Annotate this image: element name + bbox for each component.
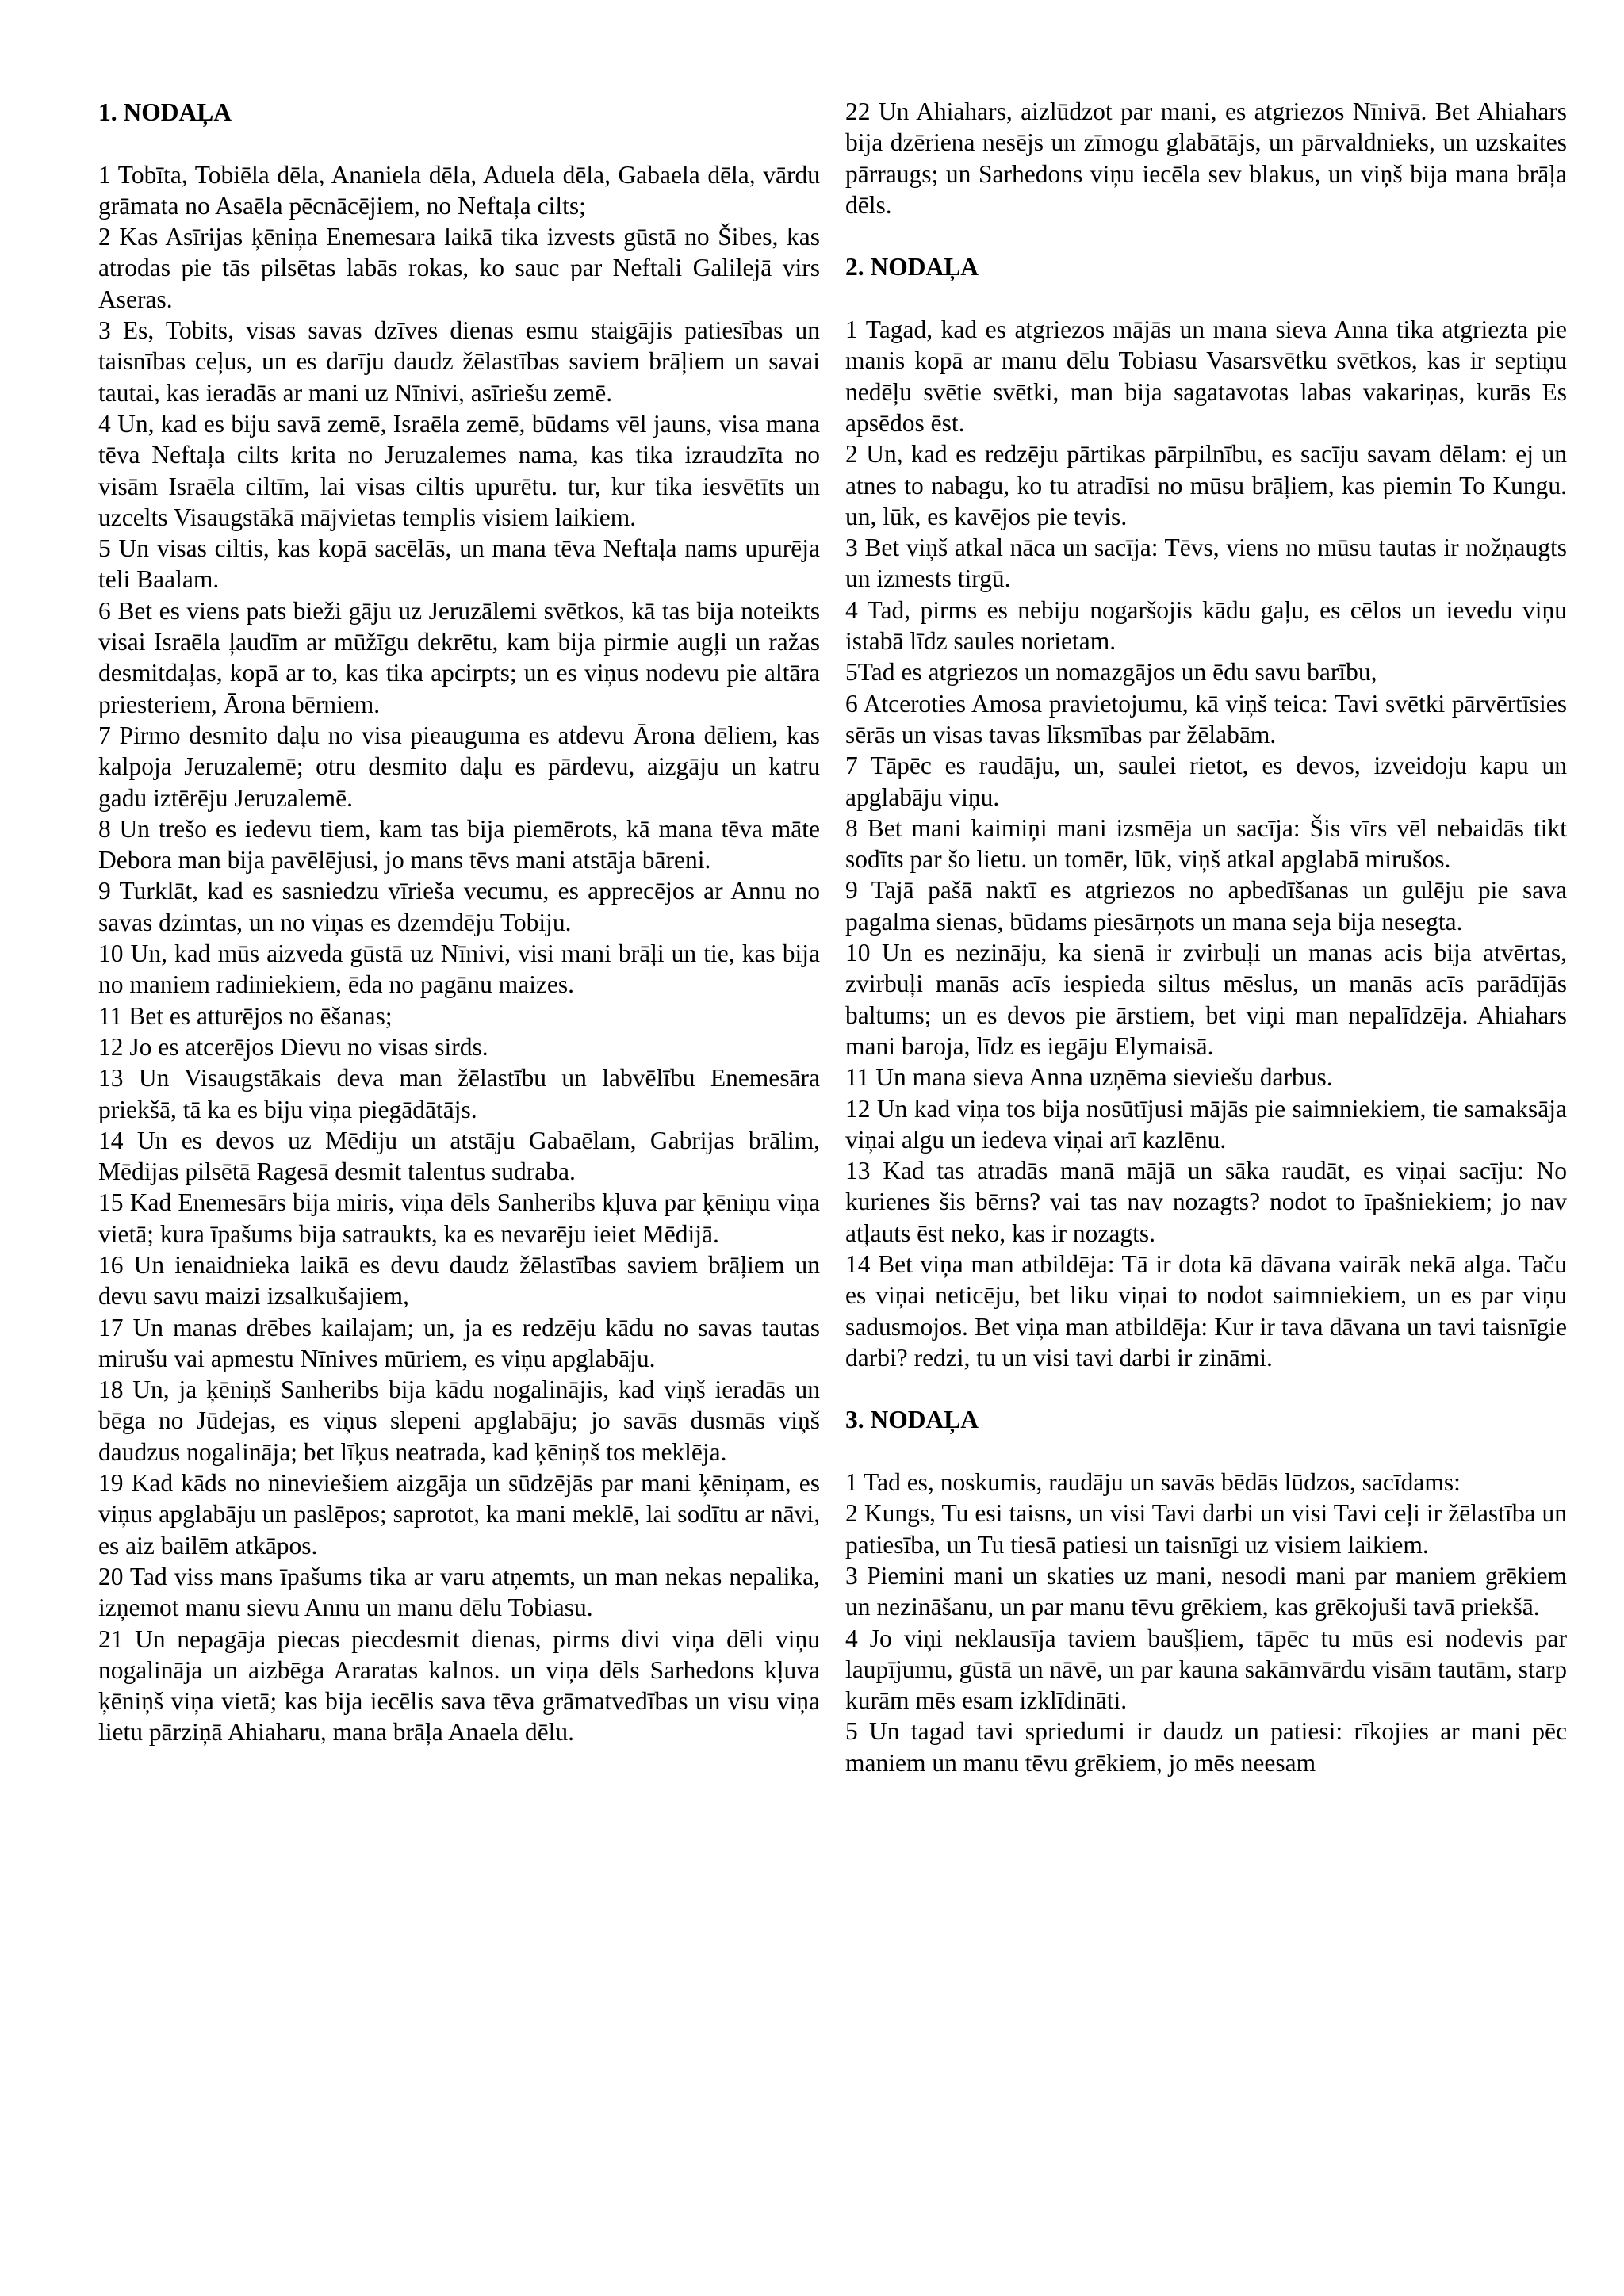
verse-2-5: 5Tad es atgriezos un nomazgājos un ēdu savu barību,	[845, 658, 1377, 687]
verse-2-4: 4 Tad, pirms es nebiju nogaršojis kādu gaļu, es cēlos un ievedu viņu istabā līdz saules norietam.	[845, 595, 1567, 656]
verse-2-14: 14 Bet viņa man atbildēja: Tā ir dota kā dāvana vairāk nekā alga. Taču es viņai neticēju, bet liku viņai to nodot saimniekiem, un es par viņu sadusmojos. Bet viņa man atbildēja: Kur ir tava dāvana un tavi taisnīgie darbi? redzi, tu un visi tavi darbi ir zināmi.	[845, 1249, 1567, 1372]
verse-1-11: 11 Bet es atturējos no ēšanas;	[98, 1001, 393, 1030]
verse-2-2: 2 Un, kad es redzēju pārtikas pārpilnību, es sacīju savam dēlam: ej un atnes to nabagu, ko tu atradīsi no mūsu brāļiem, kas piemin To Kungu. un, lūk, es kavējos pie tevis.	[845, 440, 1567, 530]
verse-2-11: 11 Un mana sieva Anna uzņēma sieviešu darbus.	[845, 1063, 1333, 1092]
verse-1-14: 14 Un es devos uz Mēdiju un atstāju Gabaēlam, Gabrijas brālim, Mēdijas pilsētā Ragesā desmit talentus sudraba.	[98, 1126, 820, 1186]
verse-1-3: 3 Es, Tobits, visas savas dzīves dienas esmu staigājis patiesības un taisnības ceļus, un es darīju daudz žēlastības saviem brāļiem un savai tautai, kas ieradās ar mani uz Nīnivi, asīriešu zemē.	[98, 316, 820, 407]
verse-1-22: 22 Un Ahiahars, aizlūdzot par mani, es atgriezos Nīnivā. Bet Ahiahars bija dzēriena nesējs un zīmogu glabātājs, un pārvaldnieks, un uzskaites pārraugs; un Sarhedons viņu iecēla sev blakus, un viņš bija mana brāļa dēls.	[845, 98, 1567, 219]
verse-2-3: 3 Bet viņš atkal nāca un sacīja: Tēvs, viens no mūsu tautas ir nožņaugts un izmests tirgū.	[845, 534, 1567, 593]
verse-2-7: 7 Tāpēc es raudāju, un, saulei rietot, es devos, izveidoju kapu un apglabāju viņu.	[845, 752, 1567, 811]
verse-1-5: 5 Un visas ciltis, kas kopā sacēlās, un mana tēva Neftaļa nams upurēja teli Baalam.	[98, 534, 820, 594]
chapter-3-heading: 3. NODAĻA	[845, 1406, 979, 1434]
right-column	[845, 96, 1567, 1778]
spacer	[98, 128, 820, 159]
verse-3-5: 5 Un tagad tavi spriedumi ir daudz un patiesi: rīkojies ar mani pēc maniem un manu tēvu grēkiem, jo mēs neesam	[845, 1717, 1567, 1777]
verse-1-13: 13 Un Visaugstākais deva man žēlastību un labvēlību Enemesāra priekšā, tā ka es biju viņa piegādātājs.	[98, 1064, 820, 1123]
spacer	[845, 283, 1567, 314]
verse-1-10: 10 Un, kad mūs aizveda gūstā uz Nīnivi, visi mani brāļi un tie, kas bija no maniem radiniekiem, ēda no pagānu maizes.	[98, 939, 820, 999]
spacer	[845, 220, 1567, 251]
verse-1-15: 15 Kad Enemesārs bija miris, viņa dēls Sanheribs kļuva par ķēniņu viņa vietā; kura īpašums bija satraukts, ka es nevarēju ieiet Mēdijā.	[98, 1188, 820, 1248]
verse-1-12: 12 Jo es atcerējos Dievu no visas sirds.	[98, 1032, 488, 1061]
verse-2-6: 6 Atceroties Amosa pravietojumu, kā viņš teica: Tavi svētki pārvērtīsies sērās un visas tavas līksmības par žēlabām.	[845, 689, 1567, 748]
verse-2-12: 12 Un kad viņa tos bija nosūtījusi mājās pie saimniekiem, tie samaksāja viņai algu un iedeva viņai arī kazlēnu.	[845, 1094, 1567, 1154]
verse-1-16: 16 Un ienaidnieka laikā es devu daudz žēlastības saviem brāļiem un devu savu maizi izsalkušajiem,	[98, 1250, 820, 1311]
verse-3-1: 1 Tad es, noskumis, raudāju un savās bēdās lūdzos, sacīdams:	[845, 1468, 1461, 1497]
verse-2-13: 13 Kad tas atradās manā mājā un sāka raudāt, es viņai sacīju: No kurienes šis bērns? vai tas nav nozagts? nodot to īpašniekiem; jo nav atļauts ēst neko, kas ir nozagts.	[845, 1157, 1567, 1247]
spacer	[845, 1373, 1567, 1404]
verse-2-1: 1 Tagad, kad es atgriezos mājās un mana sieva Anna tika atgriezta pie manis kopā ar manu dēlu Tobiasu Vasarsvētku svētkos, kas ir septiņu nedēļu svētie svētki, man bija sagatavotas labas vakariņas, kurās Es apsēdos ēst.	[845, 316, 1567, 437]
verse-1-19: 19 Kad kāds no nineviešiem aizgāja un sūdzējās par mani ķēniņam, es viņus apglabāju un paslēpos; saprotot, ka mani meklē, lai sodītu ar nāvi, es aiz bailēm atkāpos.	[98, 1469, 820, 1559]
verse-1-4: 4 Un, kad es biju savā zemē, Israēla zemē, būdams vēl jauns, visa mana tēva Neftaļa cilts krita no Jeruzalemes nama, kas tika izraudzīta no visām Israēla ciltīm, lai visas ciltis upurētu. tur, kur tika iesvētīts un uzcelts Visaugstākā mājvietas templis visiem laikiem.	[98, 409, 820, 531]
verse-1-6: 6 Bet es viens pats bieži gāju uz Jeruzālemi svētkos, kā tas bija noteikts visai Israēla ļaudīm ar mūžīgu dekrētu, kam bija pirmie augļi un ražas desmitdaļas, kopā ar to, kas tika apcirpts; un es viņus nodevu pie altāra priesteriem, Ārona bērniem.	[98, 596, 820, 718]
verse-1-8: 8 Un trešo es iedevu tiem, kam tas bija piemērots, kā mana tēva māte Debora man bija pavēlējusi, jo mans tēvs mani atstāja bāreni.	[98, 814, 820, 874]
verse-1-17: 17 Un manas drēbes kailajam; un, ja es redzēju kādu no savas tautas mirušu vai apmestu Nīnives mūriem, es viņu apglabāju.	[98, 1313, 820, 1372]
verse-1-18: 18 Un, ja ķēniņš Sanheribs bija kādu nogalinājis, kad viņš ieradās un bēga no Jūdejas, es viņus slepeni apglabāju; jo savās dusmās viņš daudzus nogalināja; bet līķus neatrada, kad ķēniņš tos meklēja.	[98, 1376, 820, 1466]
verse-3-2: 2 Kungs, Tu esi taisns, un visi Tavi darbi un visi Tavi ceļi ir žēlastība un patiesība, un Tu tiesā patiesi un taisnīgi uz visiem laikiem.	[845, 1499, 1567, 1559]
verse-3-3: 3 Piemini mani un skaties uz mani, nesodi mani par maniem grēkiem un nezināšanu, un par manu tēvu grēkiem, kas grēkojuši tavā priekšā.	[845, 1561, 1567, 1621]
chapter-1-heading: 1. NODAĻA	[98, 98, 232, 126]
verse-1-20: 20 Tad viss mans īpašums tika ar varu atņemts, un man nekas nepalika, izņemot manu sievu Annu un manu dēlu Tobiasu.	[98, 1562, 820, 1622]
chapter-2-heading: 2. NODAĻA	[845, 253, 979, 281]
verse-1-2: 2 Kas Asīrijas ķēniņa Enemesara laikā tika izvests gūstā no Šibes, kas atrodas pie tās pilsētas labās rokas, ko sauc par Neftali Galilejā virs Aseras.	[98, 223, 820, 313]
verse-2-9: 9 Tajā pašā naktī es atgriezos no apbedīšanas un gulēju pie sava pagalma sienas, būdams piesārņots un mana seja bija nesegta.	[845, 876, 1567, 936]
verse-1-9: 9 Turklāt, kad es sasniedzu vīrieša vecumu, es apprecējos ar Annu no savas dzimtas, un no viņas es dzemdēju Tobiju.	[98, 877, 820, 936]
verse-1-7: 7 Pirmo desmito daļu no visa pieauguma es atdevu Ārona dēliem, kas kalpoja Jeruzalemē; otru desmito daļu es pārdevu, aizgāju un katru gadu iztērēju Jeruzalemē.	[98, 721, 820, 812]
verse-1-1: 1 Tobīta, Tobiēla dēla, Ananiela dēla, Aduela dēla, Gabaela dēla, vārdu grāmata no Asaēla pēcnācējiem, no Neftaļa cilts;	[98, 160, 820, 220]
verse-3-4: 4 Jo viņi neklausīja taviem baušļiem, tāpēc tu mūs esi nodevis par laupījumu, gūstā un nāvē, un par kauna sakāmvārdu visām tautām, starp kurām mēs esam izklīdināti.	[845, 1624, 1567, 1715]
verse-2-8: 8 Bet mani kaimiņi mani izsmēja un sacīja: Šis vīrs vēl nebaidās tikt sodīts par šo lietu. un tomēr, lūk, viņš atkal apglabā mirušos.	[845, 813, 1567, 874]
verse-1-21: 21 Un nepagāja piecas piecdesmit dienas, pirms divi viņa dēli viņu nogalināja un aizbēga Araratas kalnos. un viņa dēls Sarhedons kļuva ķēniņš viņa vietā; kas bija iecēlis sava tēva grāmatvedības un visu viņa lietu pārziņā Ahiaharu, mana brāļa Anaela dēlu.	[98, 1624, 820, 1747]
verse-2-10: 10 Un es nezināju, ka sienā ir zvirbuļi un manas acis bija atvērtas, zvirbuļi manās acīs iespieda siltus mēslus, un manās acīs parādījās baltums; un es devos pie ārstiem, bet viņi man nepalīdzēja. Ahiahars mani baroja, līdz es iegāju Elymaisā.	[845, 939, 1567, 1060]
left-column	[98, 97, 820, 1748]
spacer	[845, 1436, 1567, 1467]
